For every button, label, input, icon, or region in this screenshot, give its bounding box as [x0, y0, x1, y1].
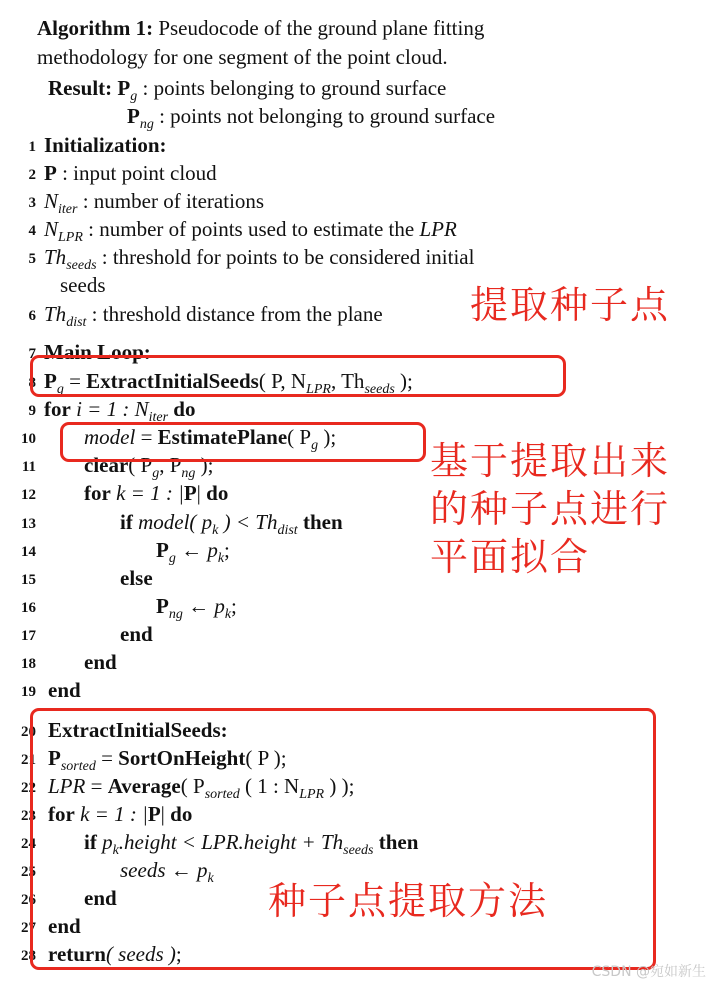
- expression: ← p: [182, 594, 225, 618]
- result-text-1: : points belonging to ground surface: [137, 76, 447, 100]
- line-number: 5: [28, 251, 36, 267]
- line-number: 25: [21, 864, 36, 880]
- description: : threshold distance from the plane: [86, 302, 383, 326]
- symbol: P: [156, 594, 169, 618]
- keyword: then: [373, 830, 419, 854]
- lhs: model: [84, 425, 136, 449]
- description: : input point cloud: [56, 161, 217, 185]
- keyword: for: [84, 481, 111, 505]
- subscript: dist: [277, 523, 298, 538]
- expression: ← p: [175, 538, 218, 562]
- code-text: [156, 536, 230, 573]
- annotation-seed-method: 种子点提取方法: [268, 879, 549, 923]
- line-number: 15: [21, 572, 36, 588]
- result-line-ground: [48, 74, 495, 102]
- annotation-plane-fit-line2: 的种子点进行: [430, 487, 671, 531]
- result-sub-1: g: [130, 89, 138, 104]
- annotation-seed-extraction: 提取种子点: [470, 283, 671, 327]
- args: ( P, N: [258, 369, 307, 393]
- equals: =: [135, 425, 158, 449]
- keyword: end: [48, 914, 81, 938]
- keyword: end: [48, 678, 81, 702]
- lhs: P: [44, 369, 57, 393]
- highlight-box-plane-estimation: [60, 422, 426, 462]
- subscript: LPR: [306, 382, 331, 397]
- subscript: LPR: [58, 230, 83, 245]
- keyword: then: [297, 510, 343, 534]
- keyword: do: [170, 802, 193, 826]
- end: );: [318, 425, 337, 449]
- subscript: ng: [168, 607, 183, 622]
- keyword: end: [84, 650, 117, 674]
- expression: p: [96, 830, 113, 854]
- expression: k = 1 : |: [110, 481, 184, 505]
- equals: =: [95, 746, 119, 770]
- args: , P: [159, 453, 182, 477]
- code-text: [156, 592, 237, 629]
- keyword: if: [120, 510, 133, 534]
- expression: |: [196, 481, 207, 505]
- args: ( P: [287, 425, 312, 449]
- end: ;: [224, 538, 230, 562]
- line-number: 4: [28, 223, 36, 239]
- keyword: end: [120, 622, 153, 646]
- highlight-box-seed-method: [30, 708, 656, 970]
- line-number: 3: [28, 195, 36, 211]
- line-number: 10: [21, 431, 36, 447]
- lhs: LPR: [48, 774, 86, 798]
- description: : number of points used to estimate the: [82, 217, 420, 241]
- description: : threshold for points to be considered initial: [96, 245, 475, 269]
- end: ;: [175, 942, 182, 966]
- result-sym-1: P: [117, 76, 131, 100]
- end: ;: [280, 746, 287, 770]
- keyword: end: [84, 886, 117, 910]
- subscript: g: [168, 551, 176, 566]
- line-number: 17: [21, 628, 36, 644]
- line-number: 26: [21, 892, 36, 908]
- line-number: 8: [28, 375, 36, 391]
- line-number: 21: [21, 752, 36, 768]
- subscript: k: [207, 871, 214, 886]
- subscript: g: [56, 382, 64, 397]
- line-number: 14: [21, 544, 36, 560]
- symbol: P: [44, 161, 57, 185]
- line-number: 13: [21, 516, 36, 532]
- subscript: k: [217, 551, 225, 566]
- expression: ) < Th: [218, 510, 278, 534]
- function-name: Average: [107, 774, 181, 798]
- symbol: N: [44, 217, 59, 241]
- subscript: k: [112, 843, 119, 858]
- expression: model( p: [132, 510, 213, 534]
- subscript: seeds: [343, 843, 374, 858]
- symbol: P: [156, 538, 169, 562]
- args: ( P: [128, 453, 153, 477]
- keyword: else: [120, 566, 153, 590]
- line-number: 6: [28, 308, 36, 324]
- keyword: do: [168, 397, 196, 421]
- annotation-plane-fit-line3: 平面拟合: [430, 535, 591, 579]
- algorithm-caption: [37, 14, 597, 72]
- line-number: 16: [21, 600, 36, 616]
- line-number: 23: [21, 808, 36, 824]
- annotation-plane-fit-line1: 基于提取出来: [430, 439, 671, 483]
- subscript: iter: [58, 202, 78, 217]
- lpr-term: LPR: [419, 217, 457, 241]
- result-sym-2: P: [127, 104, 140, 128]
- args: , Th: [330, 369, 365, 393]
- line-number: 22: [21, 780, 36, 796]
- line-number: 12: [21, 487, 36, 503]
- function-name: SortOnHeight: [118, 746, 246, 770]
- symbol: P: [48, 746, 61, 770]
- expression: .height < LPR.height + Th: [118, 830, 344, 854]
- code-text: [120, 508, 343, 545]
- end: );: [195, 453, 214, 477]
- line-number: 20: [21, 724, 36, 740]
- expression: seeds ← p: [120, 858, 208, 882]
- subscript: g: [311, 438, 319, 453]
- symbol: Th: [44, 245, 67, 269]
- symbol: Th: [44, 302, 67, 326]
- expression: i = 1 : N: [70, 397, 149, 421]
- subscript: g: [152, 466, 160, 481]
- function-name: ExtractInitialSeeds: [86, 369, 259, 393]
- function-name: clear: [84, 453, 129, 477]
- line-number: 18: [21, 656, 36, 672]
- expression: ( seeds ): [105, 942, 176, 966]
- keyword: for: [48, 802, 75, 826]
- keyword: if: [84, 830, 97, 854]
- line-number: 27: [21, 920, 36, 936]
- caption-lead: Algorithm 1:: [37, 16, 154, 40]
- result-sub-2: ng: [139, 117, 154, 132]
- result-text-2: : points not belonging to ground surface: [153, 104, 496, 128]
- caption-text: Pseudocode of the ground plane fitting methodology for one segment of the point cloud.: [37, 16, 485, 69]
- highlight-box-seed-extraction: [30, 355, 566, 397]
- line-number: 7: [28, 346, 36, 362]
- args: ( P ): [245, 746, 281, 770]
- subscript: k: [212, 523, 219, 538]
- end: );: [394, 369, 413, 393]
- code-text: [44, 243, 474, 280]
- line-number: 1: [28, 139, 36, 155]
- line-number: 24: [21, 836, 36, 852]
- code-text: [84, 479, 228, 507]
- subscript: LPR: [299, 787, 325, 802]
- subscript: iter: [148, 410, 169, 425]
- line-number: 9: [28, 403, 36, 419]
- line-number: 28: [21, 948, 36, 964]
- subscript: dist: [66, 315, 87, 330]
- equals: =: [63, 369, 87, 393]
- function-name: EstimatePlane: [157, 425, 288, 449]
- end: ;: [231, 594, 237, 618]
- symbol: N: [44, 189, 59, 213]
- watermark: CSDN @宛如新生: [591, 964, 706, 980]
- args: ( 1 : N: [239, 774, 300, 798]
- line-number: 2: [28, 167, 36, 183]
- result-label: Result:: [48, 76, 113, 100]
- subscript: seeds: [364, 382, 395, 397]
- keyword: do: [206, 481, 229, 505]
- result-block: [48, 74, 495, 130]
- args: ( P: [180, 774, 205, 798]
- subscript: ng: [181, 466, 196, 481]
- symbol: P: [147, 802, 161, 826]
- subscript: sorted: [204, 787, 240, 802]
- continuation: seeds: [60, 273, 106, 297]
- keyword: return: [48, 942, 106, 966]
- subscript: sorted: [60, 759, 96, 774]
- main-loop-heading: Main Loop:: [44, 340, 151, 364]
- symbol: P: [183, 481, 197, 505]
- keyword: for: [44, 397, 71, 421]
- line-number: 11: [21, 459, 36, 475]
- line-number: 19: [21, 684, 36, 700]
- expression: k = 1 : |: [74, 802, 148, 826]
- function-heading: ExtractInitialSeeds:: [48, 718, 228, 742]
- code-text: [44, 300, 383, 337]
- result-line-nonground: [48, 102, 495, 130]
- end: ) );: [324, 774, 355, 798]
- init-heading: Initialization:: [44, 133, 167, 157]
- code-text: [44, 159, 217, 187]
- description: : number of iterations: [77, 189, 265, 213]
- equals: =: [85, 774, 108, 798]
- subscript: seeds: [66, 258, 97, 273]
- expression: |: [160, 802, 171, 826]
- subscript: k: [224, 607, 232, 622]
